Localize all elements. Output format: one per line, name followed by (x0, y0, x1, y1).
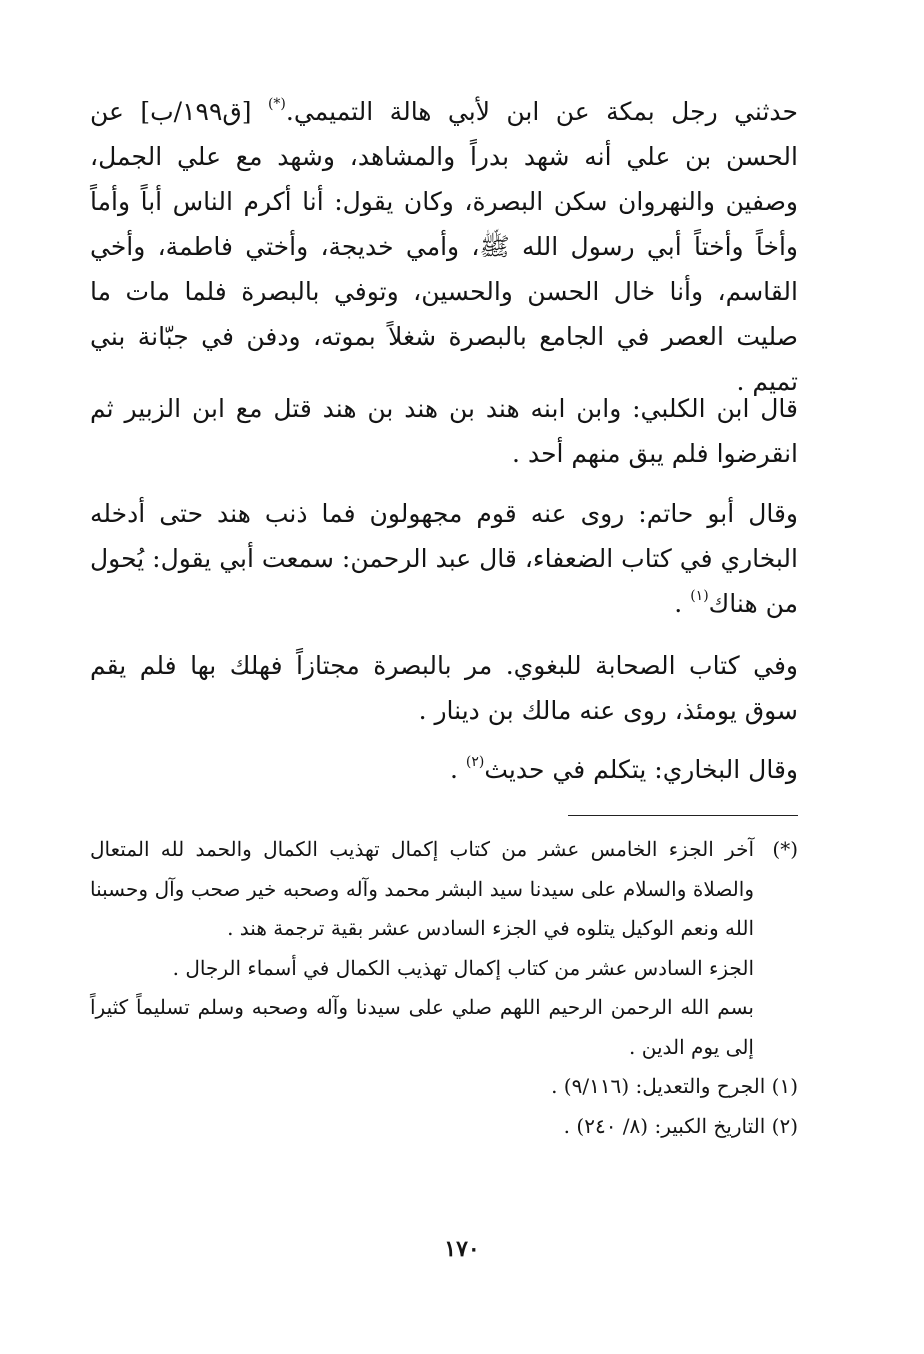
paragraph-5 (90, 747, 798, 792)
footnote-2: (٢) التاريخ الكبير: (٨/ ٢٤٠) . (563, 1113, 798, 1138)
footnote-star-line-3: بسم الله الرحمن الرحيم اللهم صلي على سيدنا وآله وصحبه وسلم تسليماً كثيراً إلى يوم الدين . (90, 995, 754, 1059)
paragraph-1 (90, 89, 798, 404)
footnotes (90, 830, 798, 1146)
page-number: ١٧٠ (444, 1236, 480, 1262)
paragraph-3-end: . (674, 589, 691, 618)
footnote-star (90, 830, 798, 1067)
footnote-ref-1: (١) (690, 588, 709, 604)
footnote-divider (568, 815, 798, 816)
footnote-star-line-1: آخر الجزء الخامس عشر من كتاب إكمال تهذيب الكمال والحمد لله المتعال والصلاة والسلام على سيدنا سيد البشر محمد وآله وصحبه خير صحب وآل وحسبنا الله ونعم الوكيل يتلوه في الجزء السادس عشر بقية ترجمة هند . (90, 837, 754, 940)
paragraph-2-text: قال ابن الكلبي: وابن ابنه هند بن هند بن هند قتل مع ابن الزبير ثم انقرضوا فلم يبق منهم أحد . (90, 394, 798, 468)
footnote-ref-star: (*) (267, 96, 286, 112)
paragraph-1-continuation: [ق١٩٩/ب] عن الحسن بن علي أنه شهد بدراً والمشاهد، وشهد مع علي الجمل، وصفين والنهروان سكن البصرة، وكان يقول: أنا أكرم الناس أباً وأماً وأخاً وأختاً أبي رسول الله ﷺ، وأمي خديجة، وأختي فاطمة، وأخي القاسم، وأنا خال الحسن والحسين، وتوفي بالبصرة فلما مات ما صليت العصر في الجامع بالبصرة شغلاً بموته، ودفن في جبّانة بني تميم . (90, 97, 798, 396)
footnote-star-line-2: الجزء السادس عشر من كتاب إكمال تهذيب الكمال في أسماء الرجال . (172, 955, 754, 980)
footnote-ref-2: (٢) (465, 754, 485, 770)
paragraph-5-end: . (450, 755, 466, 784)
footnote-star-marker: (*) (772, 837, 798, 861)
paragraph-5-text: وقال البخاري: يتكلم في حديث (484, 755, 798, 784)
paragraph-3 (90, 491, 798, 626)
paragraph-2 (90, 386, 798, 476)
paragraph-3-text: وقال أبو حاتم: روى عنه قوم مجهولون فما ذنب هند حتى أدخله البخاري في كتاب الضعفاء، قال عبد الرحمن: سمعت أبي يقول: يُحول من هناك (90, 499, 798, 618)
paragraph-4 (90, 643, 798, 733)
paragraph-1-text: حدثني رجل بمكة عن ابن لأبي هالة التميمي. (285, 97, 798, 126)
paragraph-4-text: وفي كتاب الصحابة للبغوي. مر بالبصرة مجتازاً فهلك بها فلم يقم سوق يومئذ، روى عنه مالك بن دينار . (90, 651, 798, 725)
footnote-1: (١) الجرح والتعديل: (٩/١١٦) . (551, 1074, 798, 1098)
